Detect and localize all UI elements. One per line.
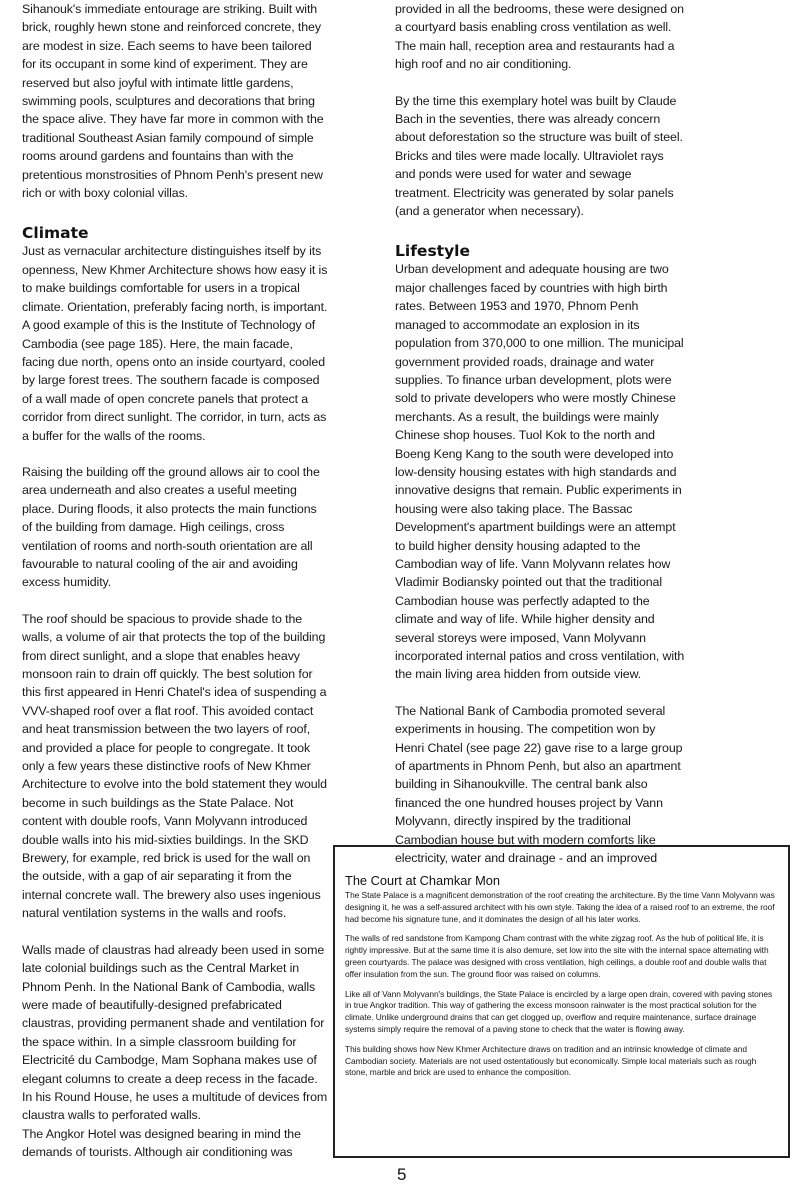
page-number: 5 [397, 1165, 407, 1184]
lifestyle-paragraph: Urban development and adequate housing are two major challenges faced by countries with high birth rates. Between 1953 and 1970, Phnom Penh managed to accommodate an explosion in its population from 370,000 to one million. The municipal government provided roads, drainage and water supplies. To finance urban development, plots were sold to private developers who were mostly Chinese merchants. As a result, the buildings were mainly Chinese shop houses. Tuol Kok to the north and Boeng Keng Kang to the south were developed into low-density housing estates with high standards and innovative designs that remain. Public experiments in housing were also taking place. The Bassac Development's apartment buildings were an attempt to build higher density housing adapted to the Cambodian way of life. Vann Molyvann relates how Vladimir Bodiansky pointed out that the traditional Cambodian house was perfectly adapted to the climate and way of life. While higher density and several storeys were imposed, Vann Molyvann incorporated internal patios and cross ventilation, with the main living area hidden from outside view. [395, 262, 685, 682]
climate-heading: Climate [22, 224, 89, 243]
climate-paragraph: The Angkor Hotel was designed bearing in mind the demands of tourists. Although air conditioning was [22, 1126, 301, 1160]
sidebar-paragraph: Like all of Vann Molyvann's buildings, the State Palace is encircled by a large open drain, covered with paving stones in true Angkor tradition. This way of gathering the excess monsoon rainwater is the most practical solution for the climate. Unlike underground drains that can get clogged up, overflow and require maintenance, surface drainage systems simply require the removal of a paving stone to check that the water is flowing away. [345, 988, 773, 1034]
hotel-paragraph: By the time this exemplary hotel was built by Claude Bach in the seventies, there was already concern about deforestation so the structure was built of steel. Bricks and tiles were made locally. Ultraviolet rays and ponds were used for water and sewage treatment. Electricity was generated by solar panels (and a generator when necessary). [395, 93, 683, 219]
lifestyle-heading: Lifestyle [395, 242, 471, 261]
sidebar-paragraph: The State Palace is a magnificent demonstration of the roof creating the architecture. By the time Vann Molyvann was designing it, he was a self-assured architect with his own style. Taking the idea of a raised roof to an extreme, the roof had become his signature tune, and it dominates the design of all his later works. [345, 890, 775, 924]
sidebar-title: The Court at Chamkar Mon [345, 873, 501, 888]
sidebar-paragraph: The walls of red sandstone from Kampong Cham contrast with the white zigzag roof. As the hub of political life, it is rightly impressive. But at the same time it is also demure, set low into the site with the internal space alternating with green courtyards. The palace was designed with cross ventilation, high ceilings, a double roof and double walls that offer insulation from the sun. The ground floor was raised on columns. [345, 933, 769, 979]
climate-paragraph: Raising the building off the ground allows air to cool the area underneath and also creates a useful meeting place. During floods, it also protects the main functions of the building from damage. High ceilings, cross ventilation of rooms and north-south orientation are all favourable to natural cooling of the air and avoiding excess humidity. [22, 464, 320, 590]
sidebar-paragraph: This building shows how New Khmer Architecture draws on tradition and an intrinsic knowledge of climate and Cambodian society. Materials are not used ostentatiously but economically. Simple local materials such as rough stone, marble and brick are used to enhance the composition. [345, 1043, 757, 1078]
hotel-paragraph: provided in all the bedrooms, these were designed on a courtyard basis enabling cross ventilation as well. The main hall, reception area and restaurants had a high roof and no air conditioning. [395, 2, 684, 72]
left-column [22, 0, 328, 1162]
right-column [395, 0, 685, 867]
climate-paragraph: Just as vernacular architecture distinguishes itself by its openness, New Khmer Architecture shows how easy it is to make buildings comfortable for users in a tropical climate. Orientation, preferably facing north, is important. A good example of this is the Institute of Technology of Cambodia (see page 185). Here, the main facade, facing due north, opens onto an inside courtyard, cooled by large forest trees. The southern facade is composed of a wall made of open concrete panels that protect a corridor from direct sunlight. The corridor, in turn, acts as a buffer for the walls of the rooms. [22, 244, 328, 443]
intro-paragraph: Sihanouk's immediate entourage are striking. Built with brick, roughly hewn stone and reinforced concrete, they are modest in size. Each seems to have been tailored for its occupant in some kind of experiment. They are reserved but also joyful with intimate little gardens, swimming pools, sculptures and decorations that bring the space alive. They have far more in common with the traditional Southeast Asian family compound of simple rooms around gardens and fountains than with the pretentious monstrosities of Phnom Penh's present new rich or with boxy colonial villas. [22, 2, 324, 201]
sidebar-box [333, 845, 790, 1158]
climate-paragraph: Walls made of claustras had already been used in some late colonial buildings such as the Central Market in Phnom Penh. In the National Bank of Cambodia, walls were made of beautifully-designed prefabricated claustras, providing permanent shade and ventilation for the space within. In a simple classroom building for Electricité du Cambodge, Mam Sophana makes use of elegant columns to create a deep recess in the facade. In his Round House, he uses a multitude of devices from claustra walls to perforated walls. [22, 942, 328, 1123]
lifestyle-paragraph: The National Bank of Cambodia promoted several experiments in housing. The competition won by Henri Chatel (see page 22) gave rise to a large group of apartments in Phnom Penh, but also an apartment building in Sihanoukville. The central bank also financed the one hundred houses project by Vann Molyvann, directly inspired by the traditional Cambodian house but with modern comforts like electricity, water and drainage - and an improved [395, 703, 683, 866]
climate-paragraph: The roof should be spacious to provide shade to the walls, a volume of air that protects the top of the building from direct sunlight, and a slope that enables heavy monsoon rain to drain off quickly. The best solution for this first appeared in Henri Chatel's idea of suspending a VVV-shaped roof over a flat roof. This avoided contact and heat transmission between the two layers of roof, and provided a place for people to congregate. It took only a few years these distinctive roofs of New Khmer Architecture to evolve into the bold statement they would become in such buildings as the State Palace. Not content with double roofs, Vann Molyvann introduced double walls into his mid-sixties buildings. In the SKD Brewery, for example, red brick is used for the wall on the outside, with a gap of air separating it from the internal concrete wall. The brewery also uses ingenious natural ventilation systems in the walls and roofs. [22, 611, 327, 921]
